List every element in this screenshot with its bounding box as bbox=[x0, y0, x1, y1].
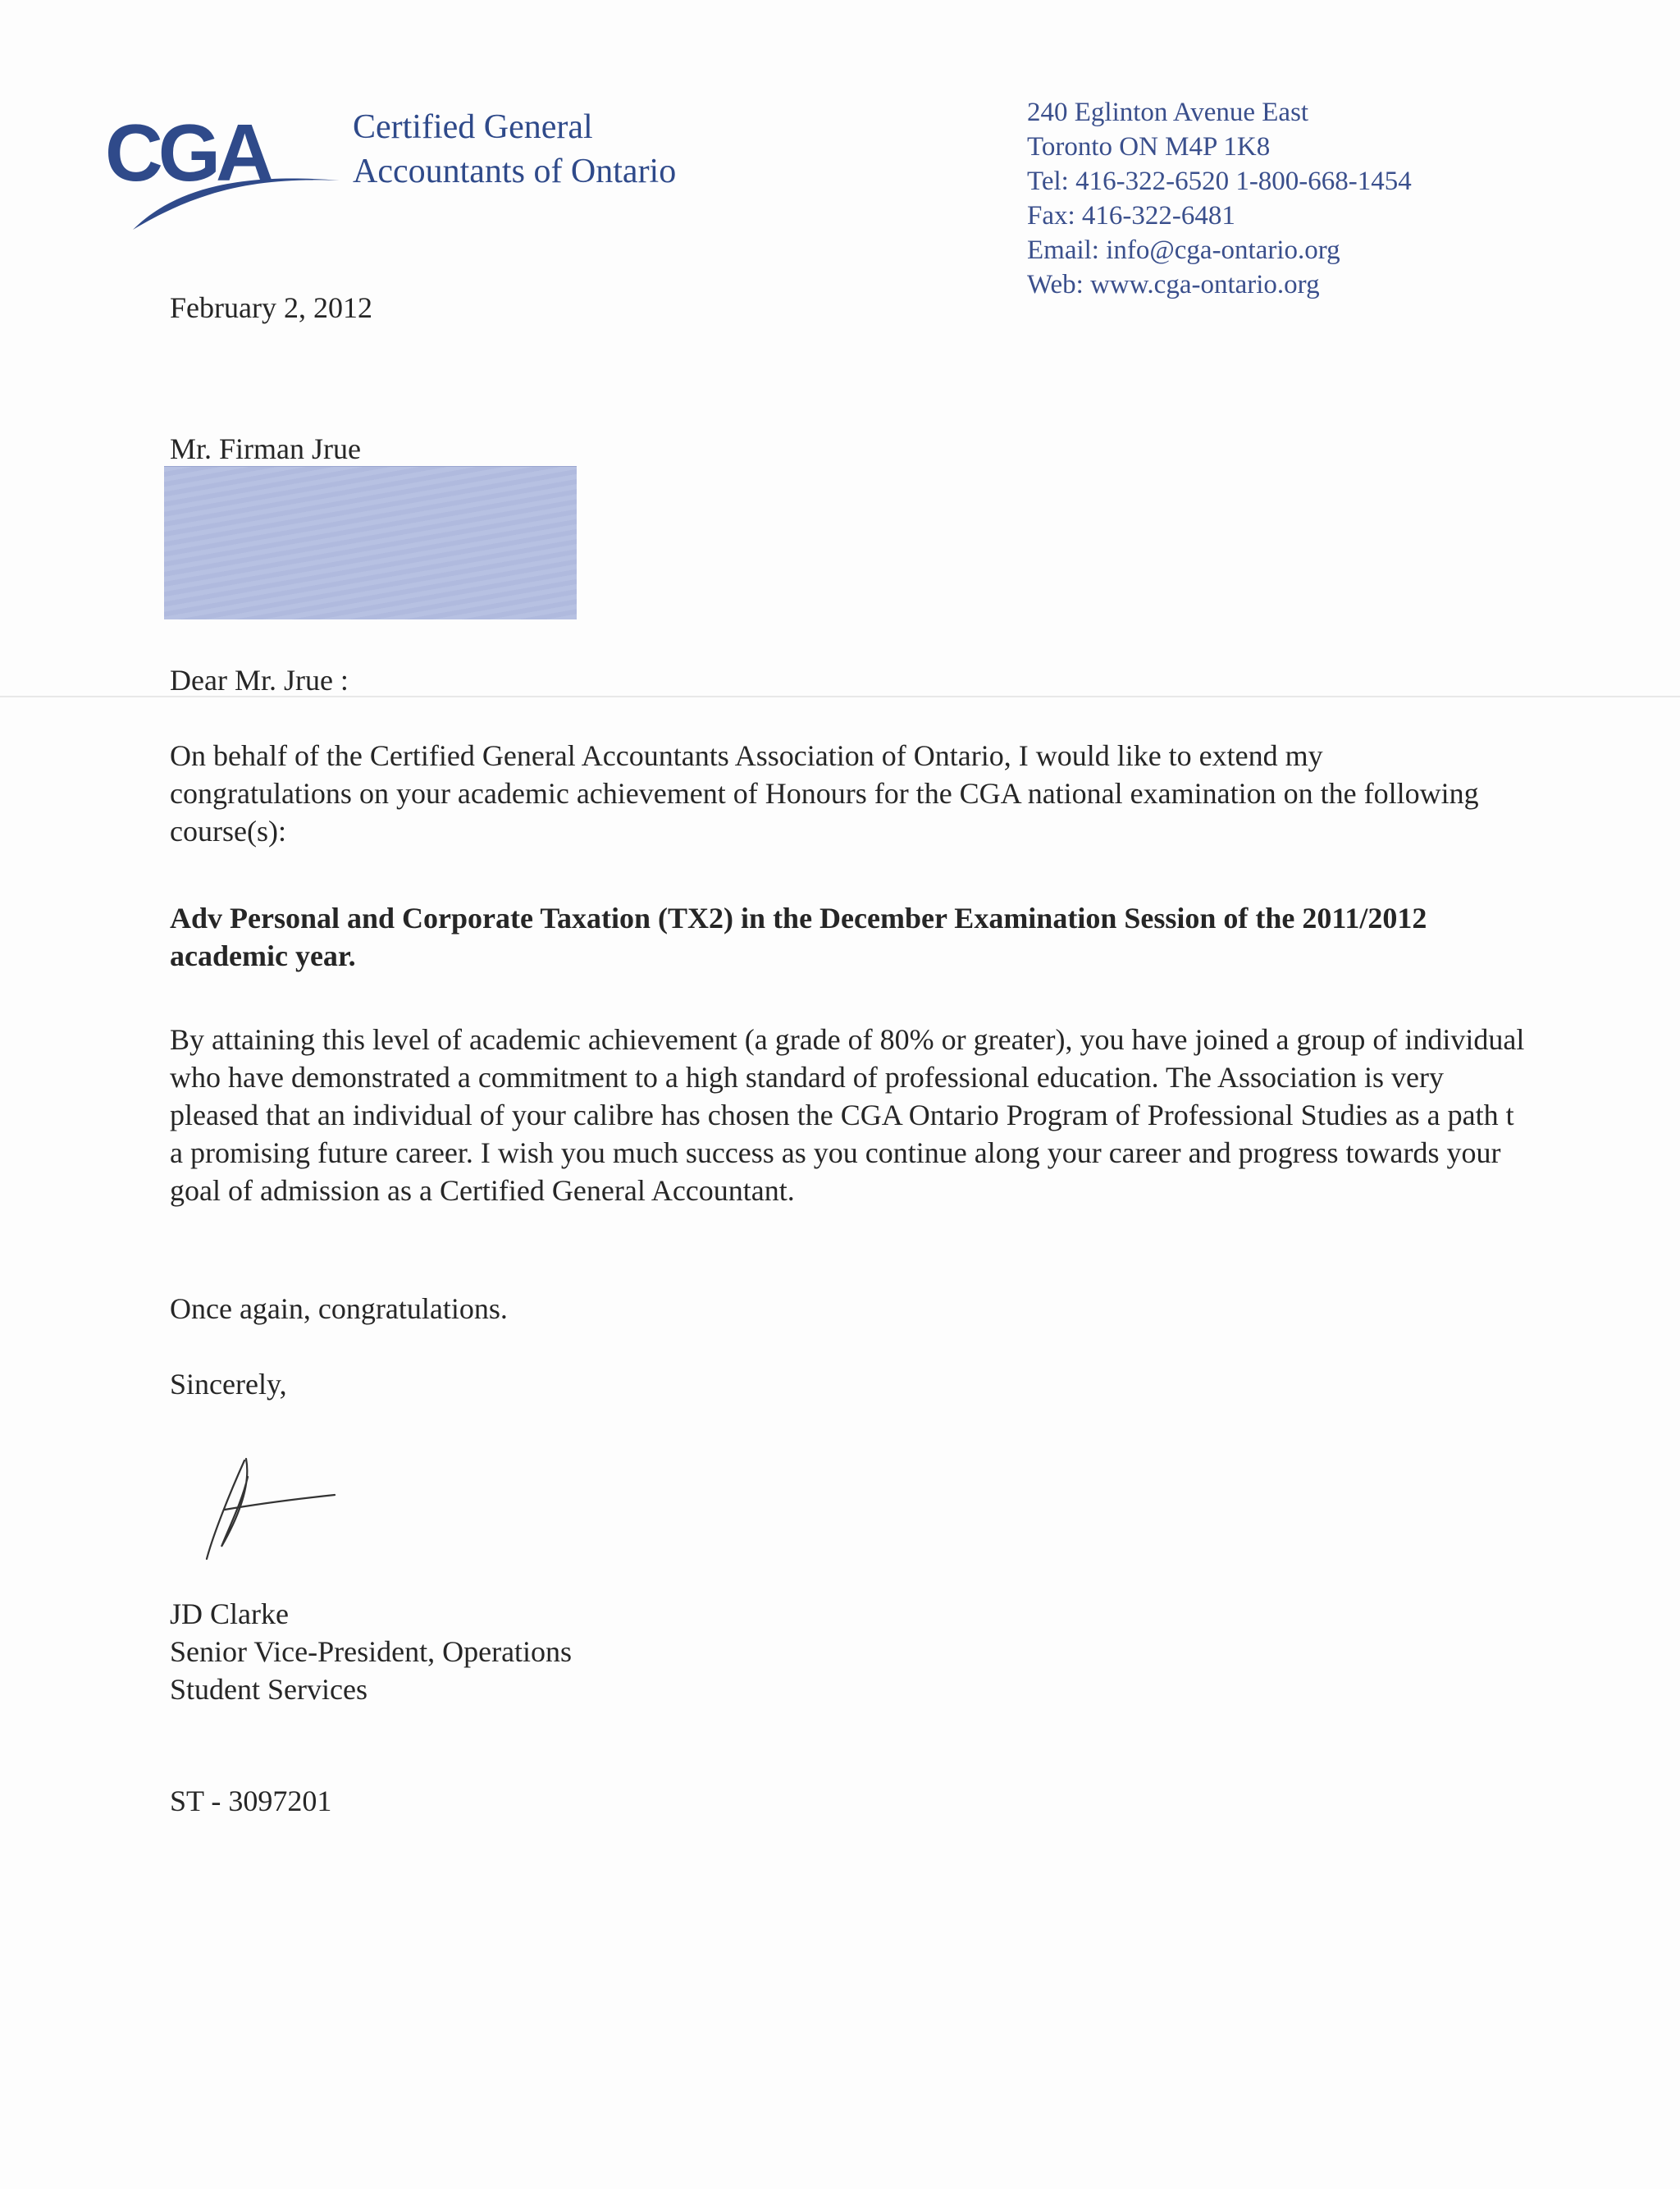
address-line2: Toronto ON M4P 1K8 bbox=[1027, 132, 1271, 162]
address-line1: 240 Eglinton Avenue East bbox=[1027, 98, 1309, 127]
closing-line: Once again, congratulations. bbox=[170, 1292, 508, 1325]
recipient-name: Mr. Firman Jrue bbox=[170, 432, 361, 465]
paragraph-body bbox=[170, 1021, 1524, 1209]
signature-block bbox=[170, 1595, 572, 1708]
org-name-line1: Certified General bbox=[353, 108, 593, 146]
paragraph-intro bbox=[170, 737, 1479, 850]
closing-line: Sincerely, bbox=[170, 1368, 287, 1401]
email: Email: info@cga-ontario.org bbox=[1027, 235, 1340, 265]
paragraph-line: course(s): bbox=[170, 815, 286, 848]
fax: Fax: 416-322-6481 bbox=[1027, 201, 1235, 231]
paragraph-line: On behalf of the Certified General Accountants Association of Ontario, I would like to extend my bbox=[170, 739, 1323, 772]
fold-line bbox=[0, 696, 1680, 697]
paragraph-line: pleased that an individual of your calibre has chosen the CGA Ontario Program of Professional Studies as a path t bbox=[170, 1099, 1514, 1131]
paragraph-line: By attaining this level of academic achievement (a grade of 80% or greater), you have joined a group of individual bbox=[170, 1023, 1525, 1056]
course-line: academic year. bbox=[170, 939, 356, 972]
signer-name: JD Clarke bbox=[170, 1597, 289, 1630]
paragraph-line: goal of admission as a Certified General Accountant. bbox=[170, 1174, 795, 1207]
signer-title: Senior Vice-President, Operations bbox=[170, 1635, 573, 1668]
cga-logo bbox=[100, 98, 346, 246]
handwritten-signature bbox=[197, 1452, 345, 1567]
redacted-address bbox=[164, 466, 577, 619]
organization-name bbox=[353, 105, 676, 194]
letter-date: February 2, 2012 bbox=[170, 291, 372, 324]
address-block bbox=[1027, 95, 1412, 302]
paragraph-line: congratulations on your academic achievement of Honours for the CGA national examination on the following bbox=[170, 777, 1479, 810]
closing-sincerely bbox=[170, 1365, 287, 1403]
paragraph-line: a promising future career. I wish you much success as you continue along your career and progress towards your bbox=[170, 1136, 1501, 1169]
logo-text: CGA bbox=[105, 107, 269, 198]
website: Web: www.cga-ontario.org bbox=[1027, 270, 1320, 299]
paragraph-line: who have demonstrated a commitment to a high standard of professional education. The Association is very bbox=[170, 1061, 1444, 1094]
telephone: Tel: 416-322-6520 1-800-668-1454 bbox=[1027, 167, 1412, 196]
reference-text: ST - 3097201 bbox=[170, 1785, 332, 1817]
closing-congratulations bbox=[170, 1290, 508, 1328]
course-line: Adv Personal and Corporate Taxation (TX2) in the December Examination Session of the 2011/2012 bbox=[170, 902, 1427, 935]
salutation: Dear Mr. Jrue : bbox=[170, 664, 349, 697]
course-achievement bbox=[170, 899, 1427, 975]
reference-number bbox=[170, 1782, 331, 1820]
org-name-line2: Accountants of Ontario bbox=[353, 153, 677, 190]
signer-department: Student Services bbox=[170, 1673, 368, 1706]
